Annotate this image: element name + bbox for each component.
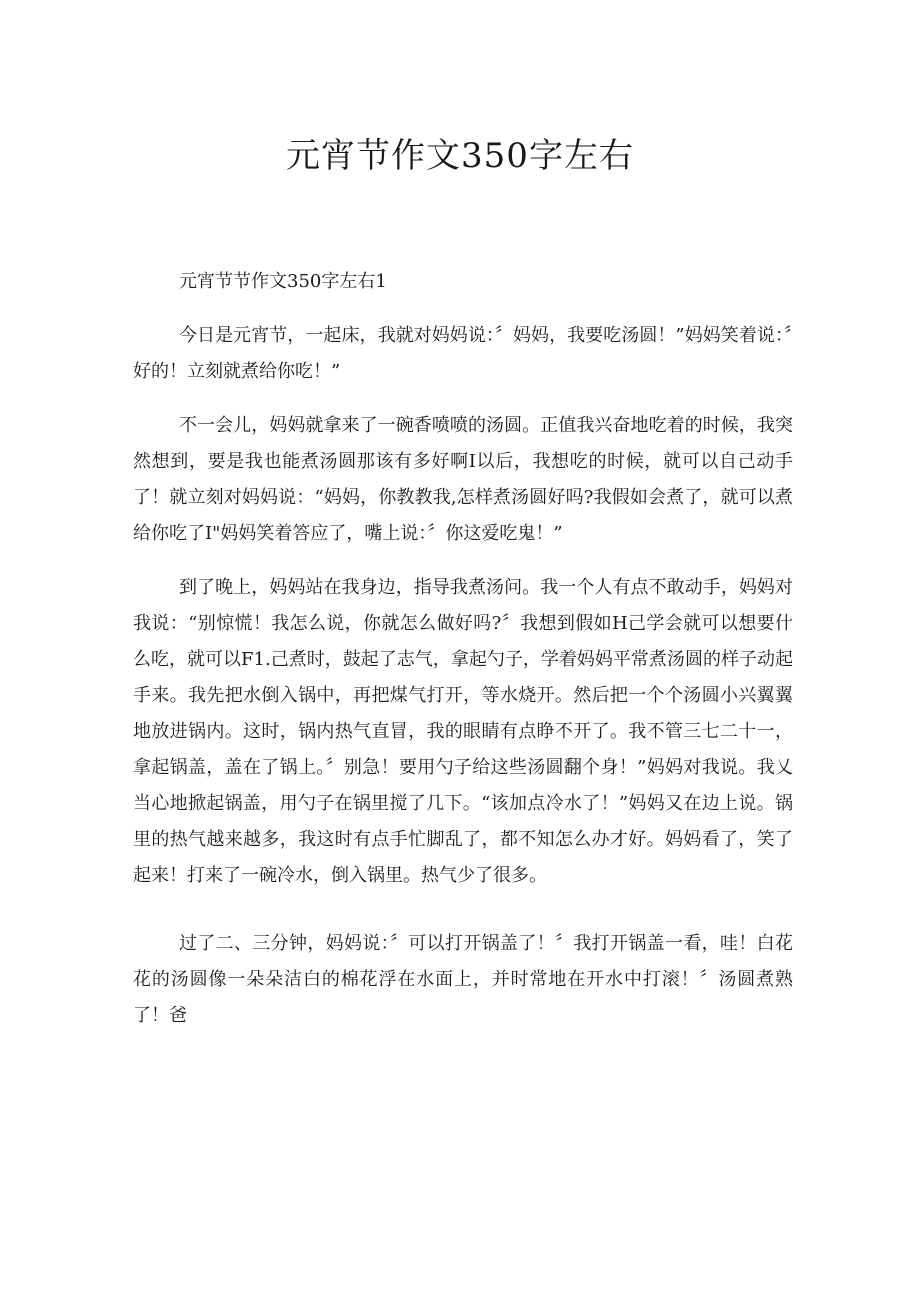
paragraph-4: 过了二、三分钟，妈妈说：〞可以打开锅盖了！〞我打开锅盖一看，哇！白花花的汤圆像一朵朵洁白的棉花浮在水面上，并时常地在开水中打滚！〞汤圆煮熟了！爸 bbox=[133, 933, 793, 1026]
spacer bbox=[133, 300, 793, 318]
paragraph-2: 不一会儿，妈妈就拿来了一碗香喷喷的汤圆。正值我兴奋地吃着的时候，我突然想到，要是我也能煮汤圆那该有多好啊I以后，我想吃的时候，就可以自己动手了！就立刻对妈妈说：“妈妈，你教教我,怎样煮汤圆好吗?我假如会煮了，就可以煮给你吃了I"妈妈笑着答应了，嘴上说：〞你这爱吃鬼！” bbox=[133, 415, 793, 544]
spacer bbox=[133, 390, 793, 408]
paragraph-3: 到了晚上，妈妈站在我身边，指导我煮汤问。我一个人有点不敢动手，妈妈对我说：“别惊慌！我怎么说，你就怎么做好吗?〞我想到假如H己学会就可以想要什么吃，就可以F1.己煮时，鼓起了志气，拿起勺子，学着妈妈平常煮汤圆的样子动起手来。我先把水倒入锅中，再把煤气打开，等水烧开。然后把一个个汤圆小兴翼翼地放进锅内。这时，锅内热气直冒，我的眼睛有点睁不开了。我不管三七二十一，拿起锅盖，盖在了锅上。〞别急！要用勺子给这些汤圆翻个身！”妈妈对我说。我乂当心地掀起锅盖，用勺子在锅里搅了几下。“该加点冷水了！”妈妈又在边上说。锅里的热气越来越多，我这时有点手忙脚乱了，都不知怎么办才好。妈妈看了，笑了起来！打来了一碗冷水，倒入锅里。热气少了很多。 bbox=[133, 577, 793, 886]
document-title: 元宵节作文350字左右 bbox=[286, 136, 634, 176]
paragraph-1: 今日是元宵节，一起床，我就对妈妈说：〞妈妈，我要吃汤圆！”妈妈笑着说：〞好的！立刻就煮给你吃！” bbox=[133, 325, 793, 382]
spacer bbox=[133, 894, 793, 926]
section-heading: 元宵节节作文350字左右1 bbox=[179, 271, 387, 292]
spacer bbox=[133, 552, 793, 570]
document-body bbox=[133, 264, 793, 1034]
